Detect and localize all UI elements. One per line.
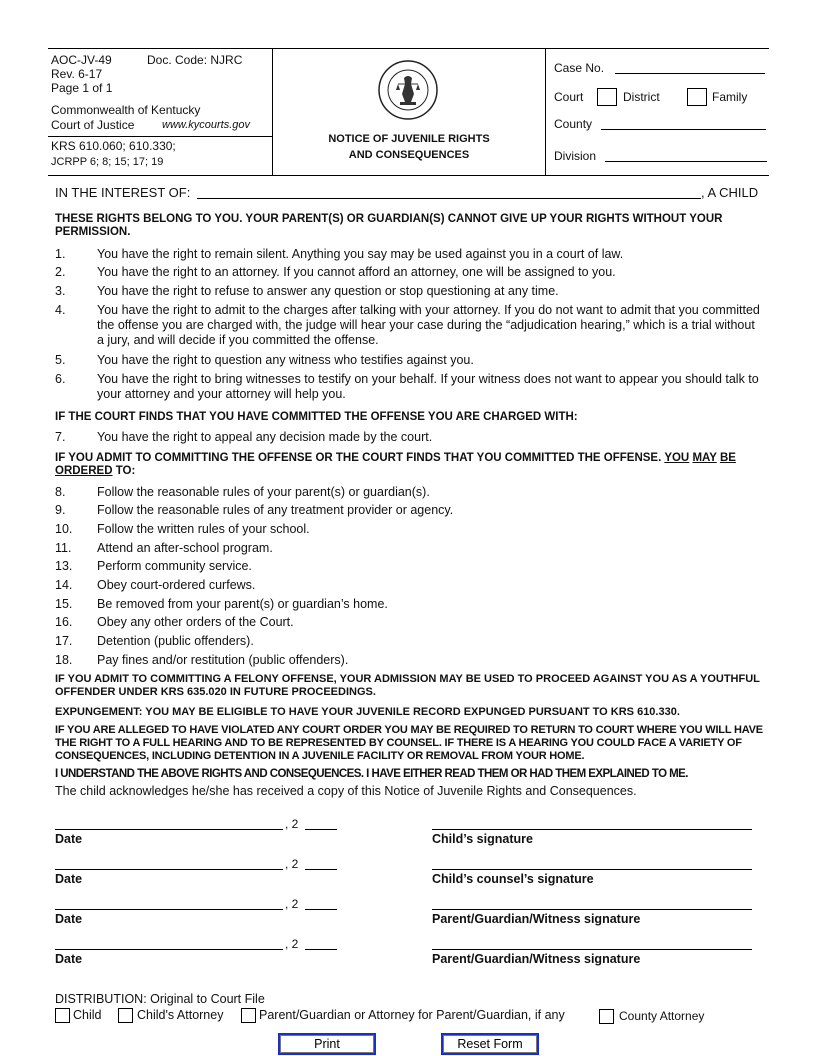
guardian-2-signature-line[interactable] — [432, 949, 752, 950]
form-id: AOC-JV-49 — [51, 53, 112, 67]
admit-heading — [55, 452, 765, 478]
guardian-1-signature-line[interactable] — [432, 909, 752, 910]
court-of-justice-label: Court of Justice — [51, 118, 135, 132]
admit-be: BE — [719, 452, 736, 464]
division-label: Division — [554, 149, 597, 163]
order-16-num: 16. — [55, 615, 73, 629]
order-17-text: Detention (public offenders). — [97, 634, 254, 648]
distribution-label: DISTRIBUTION: Original to Court File — [55, 992, 265, 1006]
right-6-num: 6. — [55, 372, 66, 386]
court-finds-heading: IF THE COURT FINDS THAT YOU HAVE COMMITTED THE OFFENSE YOU ARE CHARGED WITH: — [55, 411, 578, 423]
right-4-num: 4. — [55, 303, 66, 317]
date-3-input[interactable] — [55, 909, 283, 910]
website: www.kycourts.gov — [162, 119, 251, 131]
dist-child-label: Child — [73, 1008, 102, 1022]
order-8-num: 8. — [55, 485, 66, 499]
guardian-1-signature-label: Parent/Guardian/Witness signature — [432, 912, 641, 926]
order-16-text: Obey any other orders of the Court. — [97, 615, 294, 629]
order-11-num: 11. — [55, 541, 72, 555]
right-2-num: 2. — [55, 265, 66, 279]
krs-citation: KRS 610.060; 610.330; — [51, 139, 176, 153]
doc-code: Doc. Code: NJRC — [147, 53, 243, 67]
admit-ordered: ORDERED — [55, 465, 113, 477]
right-1-num: 1. — [55, 247, 66, 261]
dist-childs-attorney-label: Child's Attorney — [137, 1008, 224, 1022]
right-1-text: You have the right to remain silent. Anything you say may be used against you in a court of law. — [97, 247, 624, 261]
admit-to: TO: — [115, 465, 136, 477]
order-14-num: 14. — [55, 578, 73, 592]
date-4-label: Date — [55, 952, 83, 966]
right-6-text: You have the right to bring witnesses to testify on your behalf. If your witness does not want to appear you should talk to your attorney and your attorney will help you. — [97, 372, 759, 401]
right-3-num: 3. — [55, 284, 66, 298]
county-label: County — [554, 117, 593, 131]
header-bottom-rule — [48, 175, 769, 176]
revision: Rev. 6-17 — [51, 67, 103, 81]
date-1-input[interactable] — [55, 829, 283, 830]
rights-heading: THESE RIGHTS BELONG TO YOU. YOUR PARENT(S) OR GUARDIAN(S) CANNOT GIVE UP YOUR RIGHTS WITHOUT YOUR PERMISSION. — [55, 213, 723, 238]
admit-heading-text: IF YOU ADMIT TO COMMITTING THE OFFENSE OR THE COURT FINDS THAT YOU COMMITTED THE OFFENSE. — [55, 452, 662, 464]
right-5-num: 5. — [55, 353, 66, 367]
date-4-input[interactable] — [55, 949, 283, 950]
date-1-label: Date — [55, 832, 83, 846]
family-checkbox[interactable] — [687, 88, 707, 106]
order-18-num: 18. — [55, 653, 73, 667]
order-13-num: 13. — [55, 559, 73, 573]
violation-notice: IF YOU ARE ALLEGED TO HAVE VIOLATED ANY COURT ORDER YOU MAY BE REQUIRED TO RETURN TO COURT WHERE YOU WILL HAVE THE RIGHT TO A FULL HEARING AND TO BE REPRESENTED BY COUNSEL. IF THERE IS A HEARING YOU COULD FACE A VARIETY OF CONSEQUENCES, INCLUDING DETENTION IN A JUVENILE FACILITY OR REMOVAL FROM YOUR HOME. — [55, 724, 763, 762]
county-input[interactable] — [601, 129, 766, 130]
dist-county-attorney-label: County Attorney — [619, 1009, 705, 1023]
date-4-year-input[interactable] — [305, 949, 337, 950]
child-signature-label: Child’s signature — [432, 832, 533, 846]
counsel-signature-label: Child’s counsel’s signature — [432, 872, 594, 886]
order-14-text: Obey court-ordered curfews. — [97, 578, 256, 592]
dist-parent-label: Parent/Guardian or Attorney for Parent/Guardian, if any — [259, 1008, 565, 1022]
order-17-num: 17. — [55, 634, 73, 648]
date-3-year-prefix: , 2 — [285, 897, 299, 911]
interest-label: IN THE INTEREST OF: — [55, 185, 191, 200]
right-4-text: You have the right to admit to the charges after talking with your attorney. If you do not want to admit that you committed the offense you are charged with, the judge will hear your case during the “adjudication hearing,” which is a trial without a jury, and will decide if you committed the offense. — [97, 303, 760, 347]
a-child-label: , A CHILD — [701, 185, 759, 200]
case-no-input[interactable] — [615, 73, 765, 74]
child-signature-line[interactable] — [432, 829, 752, 830]
date-4-year-prefix: , 2 — [285, 937, 299, 951]
commonwealth-label: Commonwealth of Kentucky — [51, 103, 201, 117]
header-left-rule — [48, 136, 272, 137]
expungement-notice: EXPUNGEMENT: YOU MAY BE ELIGIBLE TO HAVE YOUR JUVENILE RECORD EXPUNGED PURSUANT TO KRS 610.330. — [55, 706, 680, 718]
dist-childs-attorney-checkbox[interactable] — [118, 1008, 133, 1023]
date-1-year-input[interactable] — [305, 829, 337, 830]
family-label: Family — [712, 90, 748, 104]
district-checkbox[interactable] — [597, 88, 617, 106]
order-9-text: Follow the reasonable rules of any treatment provider or agency. — [97, 503, 454, 517]
counsel-signature-line[interactable] — [432, 869, 752, 870]
dist-child-checkbox[interactable] — [55, 1008, 70, 1023]
date-2-input[interactable] — [55, 869, 283, 870]
header-divider-right — [545, 48, 546, 176]
order-18-text: Pay fines and/or restitution (public offenders). — [97, 653, 349, 667]
header-top-rule — [48, 48, 769, 49]
right-2-text: You have the right to an attorney. If you cannot afford an attorney, one will be assigned to you. — [97, 265, 616, 279]
date-2-year-input[interactable] — [305, 869, 337, 870]
right-3-text: You have the right to refuse to answer any question or stop questioning at any time. — [97, 284, 559, 298]
order-15-text: Be removed from your parent(s) or guardian’s home. — [97, 597, 388, 611]
division-input[interactable] — [605, 161, 767, 162]
dist-county-attorney-checkbox[interactable] — [599, 1009, 614, 1024]
child-name-input[interactable] — [197, 198, 701, 199]
print-button[interactable]: Print — [278, 1033, 376, 1055]
right-7-num: 7. — [55, 430, 66, 444]
court-label: Court — [554, 90, 584, 104]
case-no-label: Case No. — [554, 61, 605, 75]
order-9-num: 9. — [55, 503, 66, 517]
dist-parent-checkbox[interactable] — [241, 1008, 256, 1023]
felony-notice: IF YOU ADMIT TO COMMITTING A FELONY OFFENSE, YOUR ADMISSION MAY BE USED TO PROCEED AGAINST YOU AS A YOUTHFUL OFFENDER UNDER KRS 635.020 IN FUTURE PROCEEDINGS. — [55, 673, 760, 698]
date-2-label: Date — [55, 872, 83, 886]
district-label: District — [623, 90, 660, 104]
admit-may: MAY — [692, 452, 717, 464]
admit-you: YOU — [664, 452, 690, 464]
form-title-line2: AND CONSEQUENCES — [348, 149, 470, 161]
order-10-num: 10. — [55, 522, 73, 536]
jcrpp-citation: JCRPP 6; 8; 15; 17; 19 — [51, 156, 164, 168]
order-13-text: Perform community service. — [97, 559, 252, 573]
date-3-year-input[interactable] — [305, 909, 337, 910]
order-8-text: Follow the reasonable rules of your parent(s) or guardian(s). — [97, 485, 430, 499]
right-7-text: You have the right to appeal any decision made by the court. — [97, 430, 433, 444]
form-title-line1: NOTICE OF JUVENILE RIGHTS — [328, 133, 490, 145]
date-2-year-prefix: , 2 — [285, 857, 299, 871]
court-seal-icon — [378, 60, 438, 120]
order-10-text: Follow the written rules of your school. — [97, 522, 310, 536]
date-1-year-prefix: , 2 — [285, 817, 299, 831]
order-11-text: Attend an after-school program. — [97, 541, 273, 555]
understand-statement: I UNDERSTAND THE ABOVE RIGHTS AND CONSEQUENCES. I HAVE EITHER READ THEM OR HAD THEM EXPLAINED TO ME. — [55, 768, 688, 780]
guardian-2-signature-label: Parent/Guardian/Witness signature — [432, 952, 641, 966]
order-15-num: 15. — [55, 597, 73, 611]
right-5-text: You have the right to question any witness who testifies against you. — [97, 353, 474, 367]
acknowledgement: The child acknowledges he/she has received a copy of this Notice of Juvenile Rights and Consequences. — [55, 784, 637, 798]
page-number: Page 1 of 1 — [51, 81, 113, 95]
date-3-label: Date — [55, 912, 83, 926]
reset-form-button[interactable]: Reset Form — [441, 1033, 539, 1055]
